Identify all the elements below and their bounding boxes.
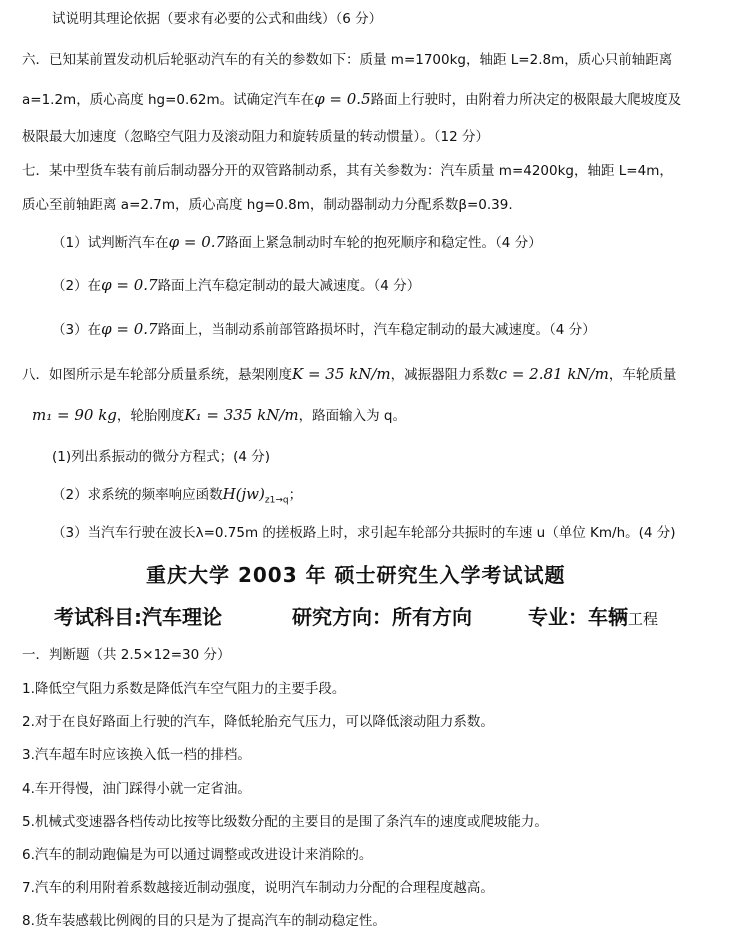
list-item: 3.汽车超车时应该换入低一档的排档。: [22, 747, 251, 763]
q8-line-2-mid: ，轮胎刚度: [116, 408, 185, 424]
q8-sub-3: （3）当汽车行驶在波长λ=0.75m 的搓板路上时，求引起车轮部分共振时的车速 u（单位 Km/h。(4 分): [52, 525, 676, 541]
exam-major-tail: 工程: [628, 610, 659, 628]
exam-major: [528, 604, 658, 632]
q6-line-3: 极限最大加速度（忽略空气阻力及滚动阻力和旋转质量的转动惯量）。（12 分）: [22, 129, 489, 145]
list-item: 5.机械式变速器各档传动比按等比级数分配的主要目的是围了条汽车的速度或爬坡能力。: [22, 814, 548, 830]
q8-sub-2-end: ；: [288, 487, 303, 503]
q7-line-1: 七．某中型货车装有前后制动器分开的双管路制动系，其有关参数为：汽车质量 m=4200kg，轴距 L=4m，: [22, 163, 673, 179]
list-item: 6.汽车的制动跑偏是为可以通过调整或改进设计来消除的。: [22, 847, 373, 863]
q6-line-2-text: a=1.2m，质心高度 hg=0.62m。试确定汽车在: [22, 92, 315, 108]
part1-heading: 一．判断题（共 2.5×12=30 分）: [22, 647, 231, 663]
q7-sub-1: [52, 233, 542, 252]
q8-line-1-end: ，车轮质量: [608, 367, 677, 383]
q8-damping-math: c = 2.81 kN/m: [498, 365, 609, 383]
q7-sub-2-math: φ = 0.7: [101, 276, 158, 294]
prev-question-tail: 试说明其理论依据（要求有必要的公式和曲线）（6 分）: [52, 11, 383, 27]
list-item: 4.车开得慢，油门踩得小就一定省油。: [22, 781, 251, 797]
q7-sub-3-text-end: 路面上，当制动系前部管路损坏时，汽车稳定制动的最大减速度。（4 分）: [157, 322, 596, 338]
exam-direction: 研究方向：所有方向: [292, 605, 472, 629]
q8-suspension-stiffness-math: K = 35 kN/m: [292, 365, 391, 383]
q7-sub-1-math: φ = 0.7: [168, 233, 226, 251]
q7-sub-3-text: （3）在: [52, 322, 102, 338]
q8-line-1-text: 八．如图所示是车轮部分质量系统，悬架刚度: [22, 367, 292, 383]
q6-line-2-text-end: 路面上行驶时，由附着力所决定的极限最大爬坡度及: [370, 92, 682, 108]
q7-sub-3-math: φ = 0.7: [101, 320, 158, 338]
q8-sub-2-text: （2）求系统的频率响应函数: [52, 487, 223, 503]
q7-sub-3: [52, 320, 596, 339]
q8-line-1: [22, 365, 676, 384]
q6-line-1: 六．已知某前置发动机后轮驱动汽车的有关的参数如下：质量 m=1700kg，轴距 L=2.8m，质心只前轴距离: [22, 52, 673, 68]
exam-major-label: 专业：车辆: [528, 605, 628, 629]
q8-sub-2: [52, 485, 302, 510]
q8-line-1-mid: ，减振器阻力系数: [390, 367, 499, 383]
list-item: 2.对于在良好路面上行驶的汽车，降低轮胎充气压力，可以降低滚动阻力系数。: [22, 714, 494, 730]
q7-line-2: 质心至前轴距离 a=2.7m，质心高度 hg=0.8m，制动器制动力分配系数β=0.39.: [22, 197, 513, 213]
q7-sub-2-text: （2）在: [52, 278, 102, 294]
exam-title: 重庆大学 2003 年 硕士研究生入学考试试题: [146, 563, 566, 587]
list-item: 1.降低空气阻力系数是降低汽车空气阻力的主要手段。: [22, 681, 346, 697]
q6-line-2: [22, 90, 681, 109]
q8-frf-math: H(jw): [222, 485, 265, 503]
q8-tire-stiffness-math: K₁ = 335 kN/m: [184, 406, 299, 424]
list-item: 7.汽车的利用附着系数越接近制动强度，说明汽车制动力分配的合理程度越高。: [22, 880, 494, 896]
q7-sub-2-text-end: 路面上汽车稳定制动的最大减速度。（4 分）: [157, 278, 421, 294]
q7-sub-1-text: （1）试判断汽车在: [52, 235, 169, 251]
q8-line-2: [32, 406, 406, 425]
q6-phi-math: φ = 0.5: [314, 90, 371, 108]
q7-sub-1-text-end: 路面上紧急制动时车轮的抱死顺序和稳定性。（4 分）: [225, 235, 542, 251]
q8-line-2-end: ，路面输入为 q。: [298, 408, 406, 424]
q7-sub-2: [52, 276, 420, 295]
list-item: 8.货车装感载比例阀的目的只是为了提高汽车的制动稳定性。: [22, 913, 386, 929]
q8-wheel-mass-math: m₁ = 90 kg: [32, 406, 117, 424]
exam-subject: 考试科目:汽车理论: [54, 605, 222, 629]
q8-frf-subscript: z1→q: [264, 495, 289, 506]
q8-sub-1: (1)列出系振动的微分方程式；(4 分): [52, 449, 271, 465]
